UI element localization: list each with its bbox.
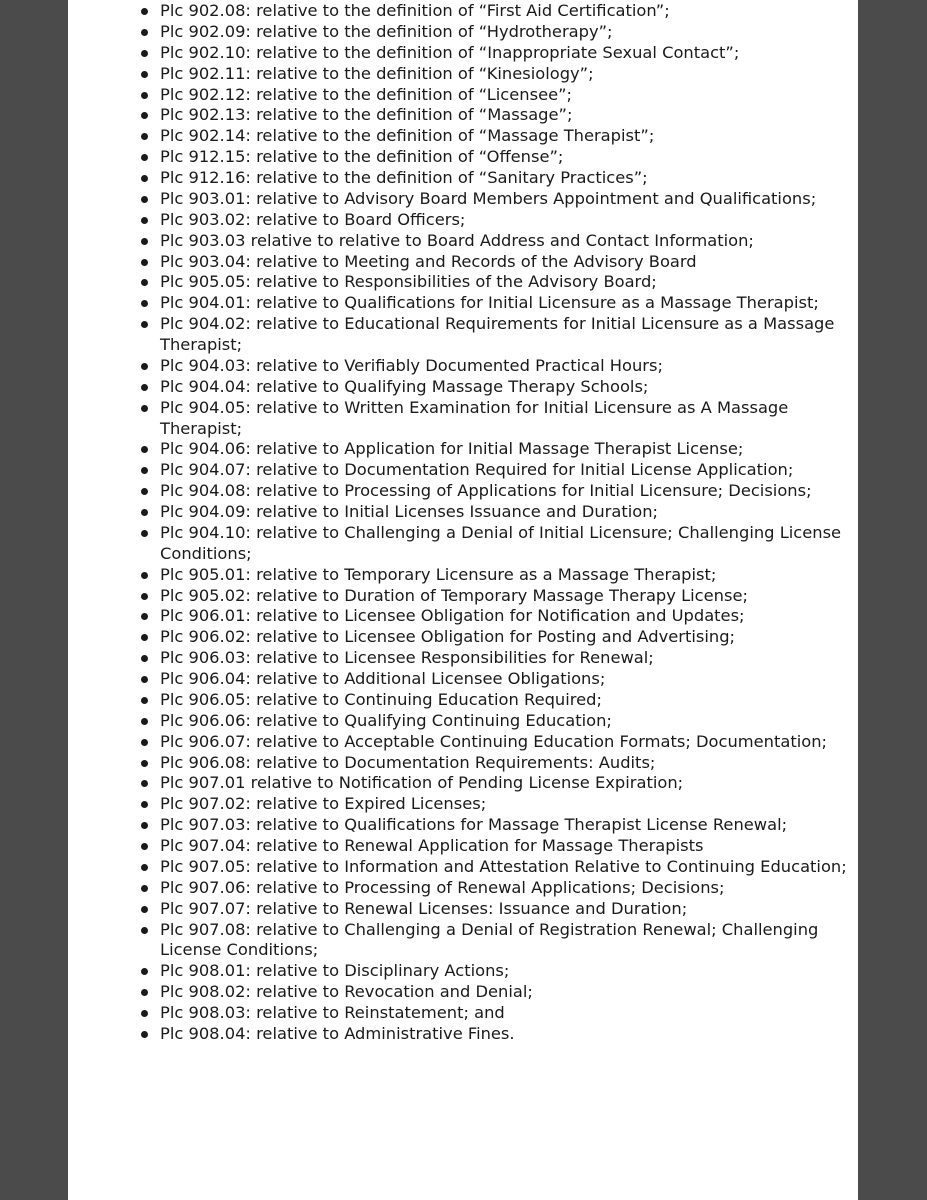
list-item-text: Plc 906.07: relative to Acceptable Continuing Education Formats; Documentation; <box>160 731 828 751</box>
list-item-text: Plc 904.09: relative to Initial Licenses Issuance and Duration; <box>160 502 659 521</box>
bullet-icon <box>141 739 148 746</box>
bullet-icon <box>141 676 148 683</box>
list-item-text: Plc 912.16: relative to the definition of “Sanitary Practices”; <box>160 168 648 187</box>
bullet-icon <box>141 238 148 245</box>
bullet-icon <box>141 446 148 453</box>
list-item <box>68 732 858 753</box>
bullet-icon <box>141 822 148 829</box>
bullet-icon <box>141 801 148 808</box>
bullet-icon <box>141 29 148 36</box>
list-item-text: Plc 904.01: relative to Qualifications for Initial Licensure as a Massage Therapist; <box>160 293 819 313</box>
list-item-text: Plc 905.05: relative to Responsibilities of the Advisory Board; <box>160 272 657 292</box>
list-item-text: Plc 908.02: relative to Revocation and Denial; <box>160 982 533 1002</box>
bullet-icon <box>141 196 148 203</box>
list-item-text: Plc 905.01: relative to Temporary Licensure as a Massage Therapist; <box>160 564 717 584</box>
list-item-text: Plc 904.02: relative to Educational Requirements for Initial Licensure as a Massage Therapist; <box>160 314 835 354</box>
list-item <box>68 126 858 147</box>
list-item <box>68 377 858 398</box>
bullet-icon <box>141 572 148 579</box>
bullet-icon <box>141 321 148 328</box>
list-item <box>68 899 858 920</box>
list-item <box>68 189 858 210</box>
bullet-icon <box>141 989 148 996</box>
bullet-icon <box>141 530 148 537</box>
bullet-icon <box>141 467 148 474</box>
list-item-text: Plc 904.05: relative to Written Examination for Initial Licensure as A Massage Therapist; <box>160 397 789 438</box>
bullet-icon <box>141 279 148 286</box>
bullet-icon <box>141 697 148 704</box>
bullet-icon <box>141 593 148 600</box>
list-item <box>68 147 858 168</box>
list-item <box>68 669 858 690</box>
bullet-icon <box>141 864 148 871</box>
list-item <box>68 586 858 607</box>
list-item <box>68 43 858 64</box>
bullet-icon <box>141 760 148 767</box>
document-page <box>68 0 858 1200</box>
bullet-icon <box>141 363 148 370</box>
list-item-text: Plc 902.12: relative to the definition of “Licensee”; <box>160 84 573 104</box>
bullet-icon <box>141 655 148 662</box>
list-item <box>68 648 858 669</box>
rule-list <box>68 1 858 1045</box>
list-item-text: Plc 907.07: relative to Renewal Licenses: Issuance and Duration; <box>160 898 688 918</box>
list-item-text: Plc 906.05: relative to Continuing Education Required; <box>160 689 602 709</box>
bullet-icon <box>141 259 148 266</box>
list-item-text: Plc 904.07: relative to Documentation Required for Initial License Application; <box>160 460 794 480</box>
bullet-icon <box>141 634 148 641</box>
list-item-text: Plc 904.04: relative to Qualifying Massage Therapy Schools; <box>160 376 649 396</box>
list-item <box>68 920 858 962</box>
list-item-text: Plc 904.03: relative to Verifiably Documented Practical Hours; <box>160 355 663 375</box>
list-item-text: Plc 906.01: relative to Licensee Obligation for Notification and Updates; <box>160 606 745 626</box>
bullet-icon <box>141 8 148 15</box>
list-item-text: Plc 906.03: relative to Licensee Responsibilities for Renewal; <box>160 648 654 668</box>
list-item-text: Plc 906.04: relative to Additional Licensee Obligations; <box>160 669 606 688</box>
list-item-text: Plc 907.04: relative to Renewal Application for Massage Therapists <box>160 836 704 855</box>
list-item-text: Plc 906.08: relative to Documentation Requirements: Audits; <box>160 752 656 772</box>
bullet-icon <box>141 133 148 140</box>
list-item-text: Plc 904.06: relative to Application for Initial Massage Therapist License; <box>160 439 744 459</box>
bullet-icon <box>141 927 148 934</box>
list-item-text: Plc 907.05: relative to Information and Attestation Relative to Continuing Education; <box>160 856 847 876</box>
list-item-text: Plc 902.11: relative to the definition of “Kinesiology”; <box>160 63 594 83</box>
list-item <box>68 690 858 711</box>
bullet-icon <box>141 1031 148 1038</box>
list-item <box>68 481 858 502</box>
list-item-text: Plc 902.13: relative to the definition of “Massage”; <box>160 105 573 125</box>
list-item-text: Plc 908.03: relative to Reinstatement; and <box>160 1003 505 1022</box>
bullet-icon <box>141 1010 148 1017</box>
bullet-icon <box>141 405 148 412</box>
bullet-icon <box>141 613 148 620</box>
list-item-text: Plc 904.10: relative to Challenging a Denial of Initial Licensure; Challenging License Conditions; <box>160 522 842 563</box>
list-item-text: Plc 903.01: relative to Advisory Board Members Appointment and Qualifications; <box>160 188 817 208</box>
list-item-text: Plc 907.02: relative to Expired Licenses; <box>160 794 487 814</box>
list-item <box>68 210 858 231</box>
bullet-icon <box>141 92 148 99</box>
bullet-icon <box>141 780 148 787</box>
list-item <box>68 794 858 815</box>
list-item-text: Plc 908.04: relative to Administrative Fines. <box>160 1023 515 1043</box>
list-item <box>68 272 858 293</box>
list-item <box>68 627 858 648</box>
bullet-icon <box>141 885 148 892</box>
list-item-text: Plc 902.14: relative to the definition of “Massage Therapist”; <box>160 126 655 146</box>
list-item-text: Plc 905.02: relative to Duration of Temporary Massage Therapy License; <box>160 585 748 605</box>
bullet-icon <box>141 300 148 307</box>
list-item <box>68 815 858 836</box>
bullet-icon <box>141 50 148 57</box>
bullet-icon <box>141 112 148 119</box>
list-item <box>68 982 858 1003</box>
list-item-text: Plc 903.04: relative to Meeting and Records of the Advisory Board <box>160 251 697 271</box>
list-item <box>68 252 858 273</box>
list-item <box>68 565 858 586</box>
list-item-text: Plc 906.06: relative to Qualifying Continuing Education; <box>160 710 612 730</box>
bullet-icon <box>141 217 148 224</box>
list-item <box>68 231 858 252</box>
list-item <box>68 523 858 565</box>
list-item-text: Plc 903.02: relative to Board Officers; <box>160 209 466 229</box>
list-item <box>68 64 858 85</box>
list-item <box>68 105 858 126</box>
list-item <box>68 773 858 794</box>
bullet-icon <box>141 71 148 78</box>
bullet-icon <box>141 384 148 391</box>
list-item <box>68 1003 858 1024</box>
bullet-icon <box>141 718 148 725</box>
list-item <box>68 439 858 460</box>
bullet-icon <box>141 154 148 161</box>
list-item-text: Plc 912.15: relative to the definition of “Offense”; <box>160 147 564 167</box>
list-item <box>68 22 858 43</box>
list-item-text: Plc 902.10: relative to the definition of “Inappropriate Sexual Contact”; <box>160 42 740 62</box>
list-item <box>68 502 858 523</box>
list-item-text: Plc 902.08: relative to the definition of “First Aid Certification”; <box>160 1 670 20</box>
list-item-text: Plc 903.03 relative to relative to Board Address and Contact Information; <box>160 230 754 250</box>
list-item <box>68 1 858 22</box>
list-item <box>68 314 858 356</box>
list-item-text: Plc 907.06: relative to Processing of Renewal Applications; Decisions; <box>160 877 725 897</box>
list-item <box>68 293 858 314</box>
list-item-text: Plc 907.01 relative to Notification of Pending License Expiration; <box>160 773 684 793</box>
list-item-text: Plc 907.08: relative to Challenging a Denial of Registration Renewal; Challenging License Conditions; <box>160 919 819 960</box>
list-item <box>68 356 858 377</box>
list-item <box>68 753 858 774</box>
list-item-text: Plc 906.02: relative to Licensee Obligation for Posting and Advertising; <box>160 627 736 647</box>
bullet-icon <box>141 968 148 975</box>
list-item <box>68 961 858 982</box>
list-item <box>68 711 858 732</box>
list-item <box>68 1024 858 1045</box>
list-item <box>68 836 858 857</box>
bullet-icon <box>141 906 148 913</box>
list-item <box>68 857 858 878</box>
bullet-icon <box>141 843 148 850</box>
list-item <box>68 878 858 899</box>
bullet-icon <box>141 509 148 516</box>
bullet-icon <box>141 175 148 182</box>
list-item <box>68 606 858 627</box>
list-item-text: Plc 902.09: relative to the definition of “Hydrotherapy”; <box>160 21 613 41</box>
list-item <box>68 168 858 189</box>
list-item <box>68 398 858 440</box>
list-item <box>68 85 858 106</box>
list-item-text: Plc 908.01: relative to Disciplinary Actions; <box>160 961 510 981</box>
list-item-text: Plc 904.08: relative to Processing of Applications for Initial Licensure; Decisions; <box>160 481 812 501</box>
list-item <box>68 460 858 481</box>
bullet-icon <box>141 488 148 495</box>
list-item-text: Plc 907.03: relative to Qualifications for Massage Therapist License Renewal; <box>160 815 788 835</box>
